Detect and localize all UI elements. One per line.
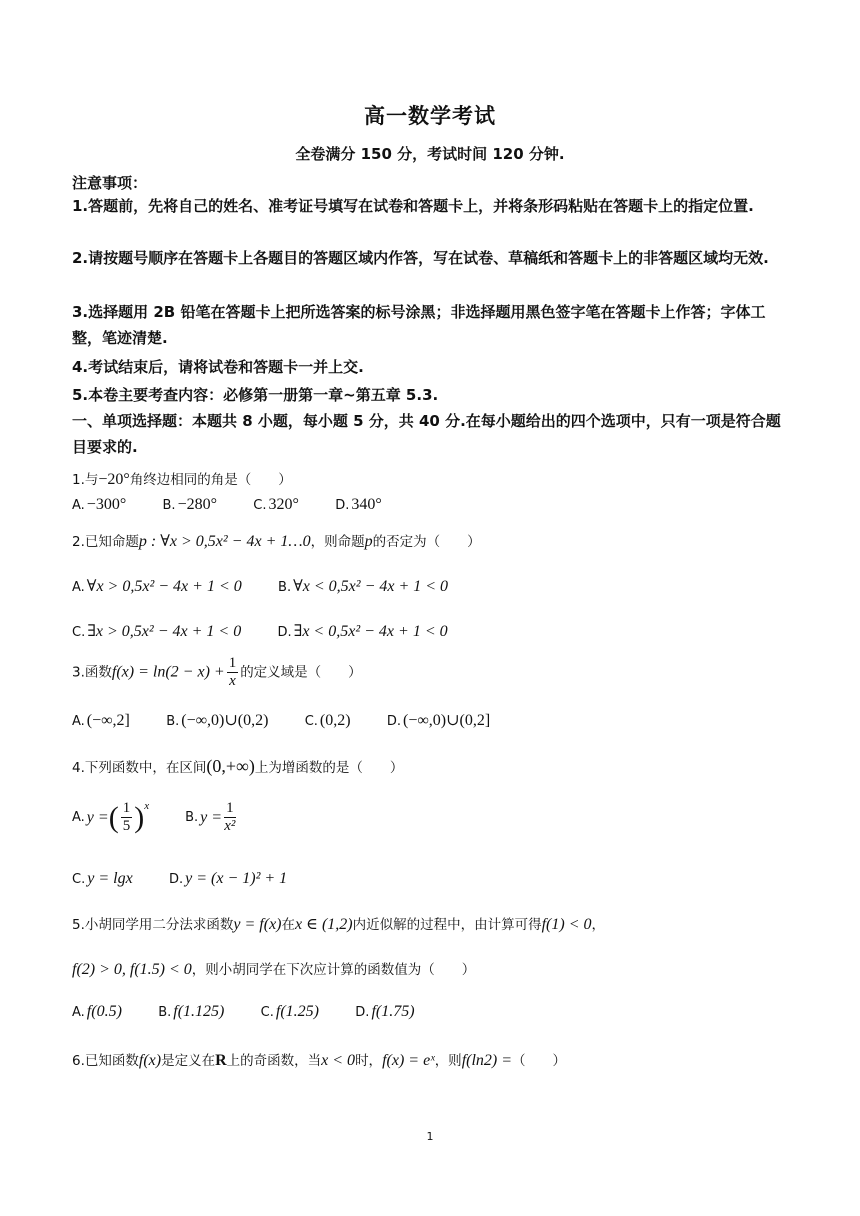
- notice-1: 1.答题前，先将自己的姓名、准考证号填写在试卷和答题卡上，并将条形码粘贴在答题卡上的指定位置.: [72, 197, 754, 215]
- question-1: [72, 468, 292, 489]
- option-label: A.: [72, 498, 85, 513]
- question-4-options-row1: [72, 800, 238, 835]
- option-label: B.: [162, 498, 176, 513]
- option-label: C.: [260, 1005, 274, 1020]
- question-5-prefix: 5.小胡同学用二分法求函数: [72, 917, 234, 933]
- option-label: A.: [72, 714, 85, 729]
- option-label: D.: [386, 714, 402, 729]
- option-label: B.: [278, 580, 292, 595]
- question-3: [72, 655, 362, 690]
- question-4-suffix: 上为增函数的是（ ）: [254, 760, 404, 776]
- question-5-line2: [72, 958, 475, 979]
- option-label: D.: [168, 872, 184, 887]
- option-label: C.: [72, 625, 86, 640]
- section-heading: 一、单项选择题：本题共 8 小题，每小题 5 分，共 40 分.在每小题给出的四个选项中，只有一项是符合题目要求的.: [72, 412, 781, 456]
- option-value: f(0.5): [86, 1003, 122, 1020]
- question-3-fraction: [227, 655, 239, 690]
- fraction-numerator: 1: [122, 800, 131, 816]
- fraction-denominator: x: [229, 673, 236, 689]
- fraction-denominator: x²: [224, 818, 236, 834]
- option-value: −300°: [86, 496, 127, 513]
- question-6-reals: R: [215, 1052, 227, 1069]
- option-label: A.: [72, 580, 85, 595]
- question-4-options-row2: [72, 870, 287, 888]
- question-4-interval: (0,+∞): [206, 756, 255, 776]
- question-5-conditions: f(2) > 0, f(1.5) < 0: [72, 961, 192, 978]
- question-6-prefix: 6.已知函数: [72, 1053, 139, 1069]
- page-title: 高一数学考试: [364, 104, 496, 128]
- question-1-angle: −20°: [98, 471, 130, 488]
- question-5-f1: f(1) < 0: [541, 916, 592, 933]
- option-value: ∀x > 0,5x² − 4x + 1 < 0: [86, 578, 242, 595]
- option-value: f(1.25): [275, 1003, 319, 1020]
- question-4: [72, 756, 403, 777]
- fraction-numerator: 1: [228, 655, 237, 671]
- question-3-options: [72, 710, 490, 730]
- question-2-proposition: p : ∀x > 0,5x² − 4x + 1…0: [138, 533, 311, 550]
- question-1-options: [72, 496, 382, 514]
- option-a-lhs: y =: [86, 808, 109, 826]
- question-2-options-row2: [72, 621, 448, 641]
- question-6-condition: x < 0: [321, 1052, 356, 1069]
- option-value: 340°: [351, 496, 382, 513]
- option-label: D.: [277, 625, 292, 640]
- option-value: −280°: [177, 496, 217, 513]
- option-a-fraction: [121, 800, 133, 835]
- question-2-suffix: 的否定为（ ）: [372, 534, 481, 550]
- question-3-prefix: 3.函数: [72, 664, 112, 681]
- text: 是定义在: [161, 1053, 216, 1069]
- text: ，则: [434, 1053, 462, 1069]
- option-label: C.: [304, 714, 318, 729]
- option-value: f(1.125): [173, 1003, 225, 1020]
- fraction-denominator: 5: [122, 818, 131, 834]
- text: ，: [591, 917, 606, 933]
- notice-4: 4.考试结束后，请将试卷和答题卡一并上交.: [72, 358, 364, 376]
- question-6: [72, 1049, 566, 1070]
- text: 在: [281, 917, 295, 933]
- option-value: (−∞,0)∪(0,2): [181, 712, 269, 729]
- option-label: C.: [72, 872, 86, 887]
- notice-heading: 注意事项：: [72, 174, 148, 192]
- option-label: D.: [355, 1005, 370, 1020]
- question-2-mid: ，则命题: [310, 534, 365, 550]
- question-5-suffix: ，则小胡同学在下次应计算的函数值为（ ）: [191, 962, 476, 978]
- option-label: B.: [158, 1005, 172, 1020]
- option-value: (−∞,0)∪(0,2]: [403, 712, 491, 729]
- option-value: y = (x − 1)² + 1: [185, 870, 288, 887]
- text: 上的奇函数，当: [226, 1053, 322, 1069]
- option-value: y = lgx: [87, 870, 133, 887]
- question-1-prefix: 1.与: [72, 472, 99, 488]
- question-5-line1: [72, 913, 605, 934]
- option-label: B.: [185, 810, 199, 825]
- question-6-function: f(x): [138, 1052, 162, 1069]
- option-label: C.: [253, 498, 267, 513]
- option-value: ∀x < 0,5x² − 4x + 1 < 0: [293, 578, 449, 595]
- option-b-lhs: y =: [200, 808, 223, 826]
- question-4-prefix: 4.下列函数中，在区间: [72, 760, 207, 776]
- right-paren: ): [134, 800, 145, 834]
- question-2: [72, 530, 481, 551]
- option-value: f(1.75): [371, 1003, 415, 1020]
- option-label: A.: [72, 810, 85, 825]
- option-a-exponent: x: [144, 800, 150, 812]
- notice-5: 5.本卷主要考查内容：必修第一册第一章~第五章 5.3.: [72, 386, 439, 404]
- option-value: (0,2): [319, 712, 351, 729]
- question-5-interval: x ∈ (1,2): [295, 916, 353, 933]
- question-6-suffix: （ ）: [512, 1053, 567, 1069]
- text: 时，: [355, 1053, 383, 1069]
- question-5-function: y = f(x): [233, 916, 282, 933]
- option-b-fraction: [224, 800, 236, 835]
- question-2-prefix: 2.已知命题: [72, 534, 139, 550]
- question-3-function: f(x) = ln(2 − x) +: [111, 663, 225, 681]
- question-1-suffix: 角终边相同的角是（ ）: [129, 472, 292, 488]
- notice-3: 3.选择题用 2B 铅笔在答题卡上把所选答案的标号涂黑；非选择题用黑色签字笔在答题卡上作答；字体工整，笔迹清楚.: [72, 303, 766, 347]
- question-5-options: [72, 1003, 415, 1021]
- notice-2: 2.请按题号顺序在答题卡上各题目的答题区域内作答，写在试卷、草稿纸和答题卡上的非答题区域均无效.: [72, 249, 769, 267]
- question-2-var: p: [364, 533, 373, 550]
- question-6-target: f(ln2) =: [461, 1052, 513, 1069]
- question-6-definition: f(x) = eˣ: [382, 1052, 435, 1069]
- option-value: 320°: [268, 496, 299, 513]
- option-label: A.: [72, 1005, 85, 1020]
- question-2-options-row1: [72, 576, 448, 596]
- question-3-suffix: 的定义域是（ ）: [240, 664, 362, 681]
- page-number: 1: [426, 1130, 434, 1143]
- option-label: B.: [166, 714, 180, 729]
- exam-subtitle: 全卷满分 150 分，考试时间 120 分钟.: [295, 145, 565, 163]
- option-value: (−∞,2]: [86, 712, 130, 729]
- fraction-numerator: 1: [226, 800, 234, 816]
- option-value: ∃x > 0,5x² − 4x + 1 < 0: [87, 623, 242, 640]
- text: 内近似解的过程中，由计算可得: [352, 917, 542, 933]
- option-label: D.: [335, 498, 350, 513]
- left-paren: (: [108, 800, 119, 834]
- option-value: ∃x < 0,5x² − 4x + 1 < 0: [293, 623, 448, 640]
